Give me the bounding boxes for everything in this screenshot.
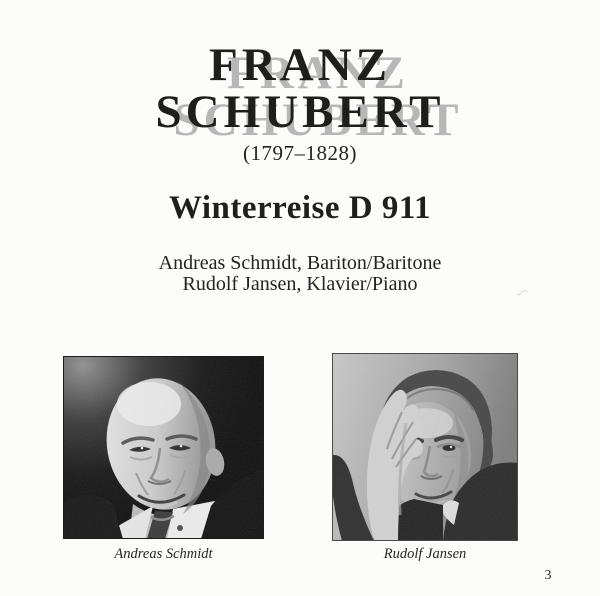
composer-name-line2: SCHUBERT	[155, 86, 445, 138]
caption-andreas-schmidt: Andreas Schmidt	[114, 546, 213, 562]
composer-name	[0, 39, 600, 138]
composer-dates: (1797–1828)	[243, 141, 357, 165]
page-number: 3	[544, 568, 552, 583]
portrait-rudolf-jansen-image	[332, 353, 518, 541]
work-title: Winterreise D 911	[168, 190, 432, 226]
performer-line-pianist: Rudolf Jansen, Klavier/Piano	[182, 273, 418, 295]
photo-rudolf-jansen	[332, 353, 518, 541]
performer-credits	[0, 253, 600, 295]
caption-rudolf-jansen: Rudolf Jansen	[383, 546, 467, 562]
photo-andreas-schmidt	[63, 356, 264, 539]
performer-line-baritone: Andreas Schmidt, Bariton/Baritone	[158, 252, 442, 274]
scan-speck	[516, 289, 530, 298]
composer-name-line1: FRANZ	[209, 39, 391, 91]
portrait-andreas-schmidt-image	[63, 356, 264, 539]
